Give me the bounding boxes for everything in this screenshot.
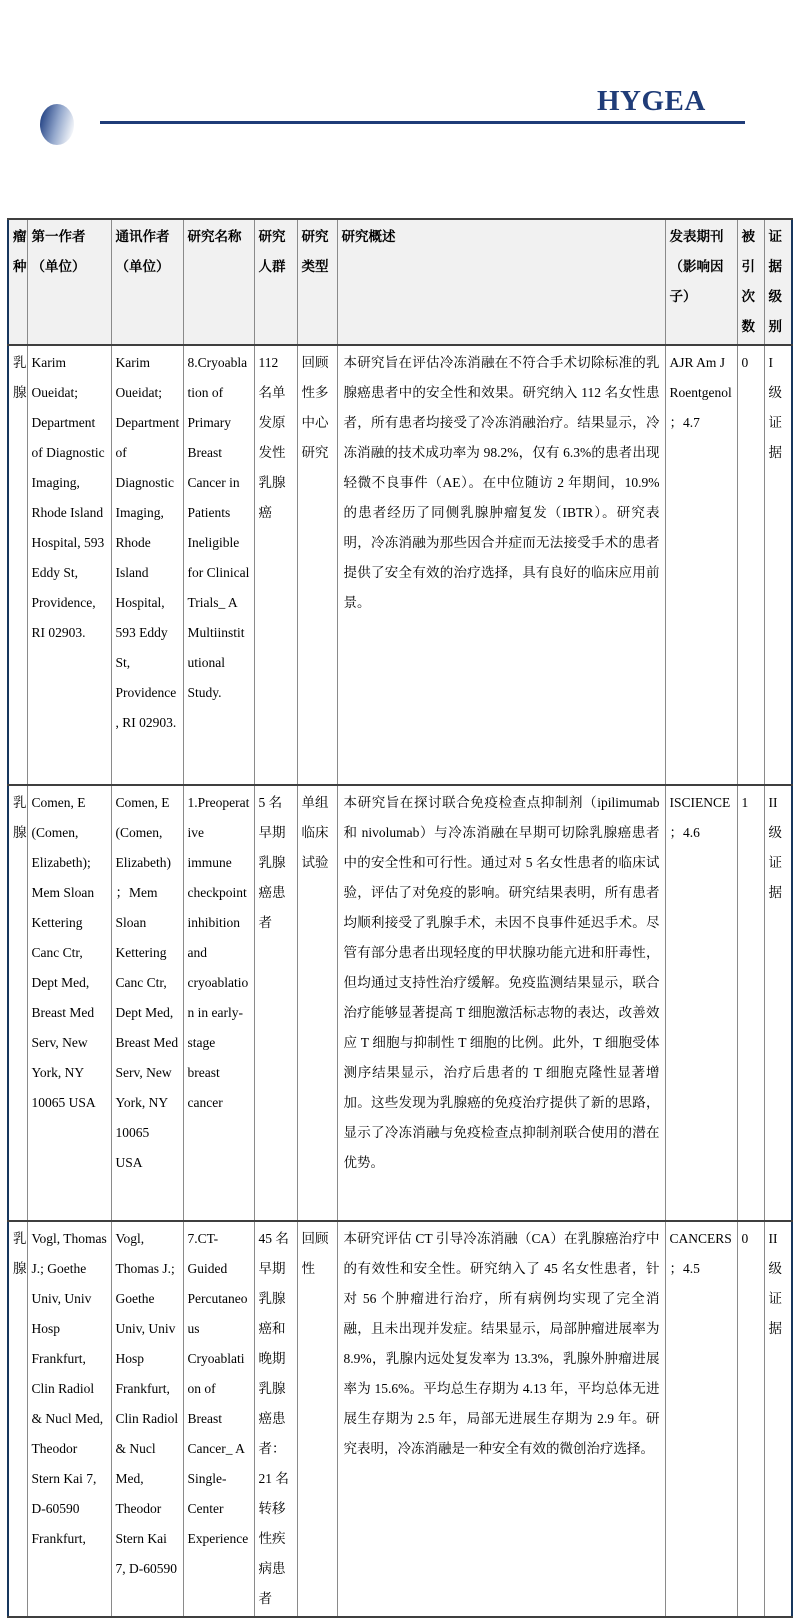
col-header-summary: 研究概述: [337, 219, 665, 345]
col-header-corresponding-author: 通讯作者（单位）: [111, 219, 183, 345]
col-header-study-title: 研究名称: [183, 219, 254, 345]
cell-population: 5 名早期乳腺癌患者: [254, 785, 297, 1221]
table-row: [8, 345, 792, 785]
studies-table: [7, 218, 793, 1618]
cell-corresponding-author: Vogl, Thomas J.; Goethe Univ, Univ Hosp Frankfurt, Clin Radiol & Nucl Med, Theodor Stern Kai 7, D-60590: [111, 1221, 183, 1617]
cell-tumor-type: 乳腺: [8, 785, 27, 1221]
cell-first-author: Karim Oueidat; Department of Diagnostic Imaging, Rhode Island Hospital, 593 Eddy St, Providence, RI 02903.: [27, 345, 111, 785]
cell-study-type: 回顾性: [297, 1221, 337, 1617]
col-header-tumor-type: 瘤种: [8, 219, 27, 345]
cell-summary: 本研究旨在探讨联合免疫检查点抑制剂（ipilimumab 和 nivolumab）与冷冻消融在早期可切除乳腺癌患者中的安全性和可行性。通过对 5 名女性患者的临床试验，评估了对免疫的影响。研究结果表明，所有患者均顺利接受了乳腺手术，未因不良事件延迟手术。尽管有部分患者出现轻度的甲状腺功能亢进和肝毒性，但均通过支持性治疗缓解。免疫监测结果显示，联合治疗能够显著提高 T 细胞激活标志物的表达，改善效应 T 细胞与抑制性 T 细胞的比例。此外，T 细胞受体测序结果显示，治疗后患者的 T 细胞克隆性显著增加。这些发现为乳腺癌的免疫治疗提供了新的思路，显示了冷冻消融与免疫检查点抑制剂联合使用的潜在优势。: [337, 785, 665, 1221]
cell-population: 112 名单发原发性乳腺癌: [254, 345, 297, 785]
cell-summary: 本研究评估 CT 引导冷冻消融（CA）在乳腺癌治疗中的有效性和安全性。研究纳入了 45 名女性患者，针对 56 个肿瘤进行治疗，所有病例均实现了完全消融，且未出现并发症。结果显示，局部肿瘤进展率为 8.9%，乳腺内远处复发率为 13.3%，乳腺外肿瘤进展率为 15.6%。平均总生存期为 4.13 年，平均总体无进展生存期为 2.5 年，局部无进展生存期为 2.9 年。研究表明，冷冻消融是一种安全有效的微创治疗选择。: [337, 1221, 665, 1617]
cell-population: 45 名早期乳腺癌和晚期乳腺癌患者：21 名转移性疾病患者: [254, 1221, 297, 1617]
cell-study-title: 7.CT-Guided Percutaneous Cryoablation of Breast Cancer_ A Single-Center Experience: [183, 1221, 254, 1617]
col-header-study-type: 研究类型: [297, 219, 337, 345]
cell-journal: CANCERS；4.5: [665, 1221, 737, 1617]
col-header-population: 研究人群: [254, 219, 297, 345]
cell-study-type: 单组临床试验: [297, 785, 337, 1221]
sphere-logo-icon: [40, 104, 74, 145]
col-header-first-author: 第一作者（单位）: [27, 219, 111, 345]
cell-evidence-level: I 级证据: [764, 345, 792, 785]
col-header-citations: 被引次数: [737, 219, 764, 345]
cell-citations: 1: [737, 785, 764, 1221]
cell-evidence-level: II 级证据: [764, 785, 792, 1221]
cell-citations: 0: [737, 1221, 764, 1617]
col-header-journal: 发表期刊（影响因子）: [665, 219, 737, 345]
cell-corresponding-author: Comen, E (Comen, Elizabeth)；Mem Sloan Kettering Canc Ctr, Dept Med, Breast Med Serv, New York, NY 10065 USA: [111, 785, 183, 1221]
cell-tumor-type: 乳腺: [8, 345, 27, 785]
table-header-row: [8, 219, 792, 345]
cell-first-author: Comen, E (Comen, Elizabeth); Mem Sloan Kettering Canc Ctr, Dept Med, Breast Med Serv, New York, NY 10065 USA: [27, 785, 111, 1221]
table-row: [8, 785, 792, 1221]
cell-citations: 0: [737, 345, 764, 785]
table-row: [8, 1221, 792, 1617]
cell-journal: AJR Am J Roentgenol；4.7: [665, 345, 737, 785]
cell-journal: ISCIENCE；4.6: [665, 785, 737, 1221]
cell-summary: 本研究旨在评估冷冻消融在不符合手术切除标准的乳腺癌患者中的安全性和效果。研究纳入 112 名女性患者，所有患者均接受了冷冻消融治疗。结果显示，冷冻消融的技术成功率为 98.2%，仅有 6.3%的患者出现轻微不良事件（AE）。在中位随访 2 年期间，10.9%的患者经历了同侧乳腺肿瘤复发（IBTR）。研究表明，冷冻消融为那些因合并症而无法接受手术的患者提供了安全有效的治疗选择，具有良好的临床应用前景。: [337, 345, 665, 785]
col-header-evidence-level: 证据级别: [764, 219, 792, 345]
cell-first-author: Vogl, Thomas J.; Goethe Univ, Univ Hosp Frankfurt, Clin Radiol & Nucl Med, Theodor Stern Kai 7, D-60590 Frankfurt,: [27, 1221, 111, 1617]
cell-evidence-level: II 级证据: [764, 1221, 792, 1617]
cell-study-title: 8.Cryoablation of Primary Breast Cancer in Patients Ineligible for Clinical Trials_ A Multiinstitutional Study.: [183, 345, 254, 785]
cell-study-type: 回顾性多中心研究: [297, 345, 337, 785]
cell-corresponding-author: Karim Oueidat; Department of Diagnostic Imaging, Rhode Island Hospital, 593 Eddy St, Providence, RI 02903.: [111, 345, 183, 785]
header-divider-rule: [100, 121, 745, 124]
cell-tumor-type: 乳腺: [8, 1221, 27, 1617]
cell-study-title: 1.Preoperative immune checkpoint inhibition and cryoablation in early-stage breast cancer: [183, 785, 254, 1221]
brand-logo-text: HYGEA: [597, 85, 706, 117]
